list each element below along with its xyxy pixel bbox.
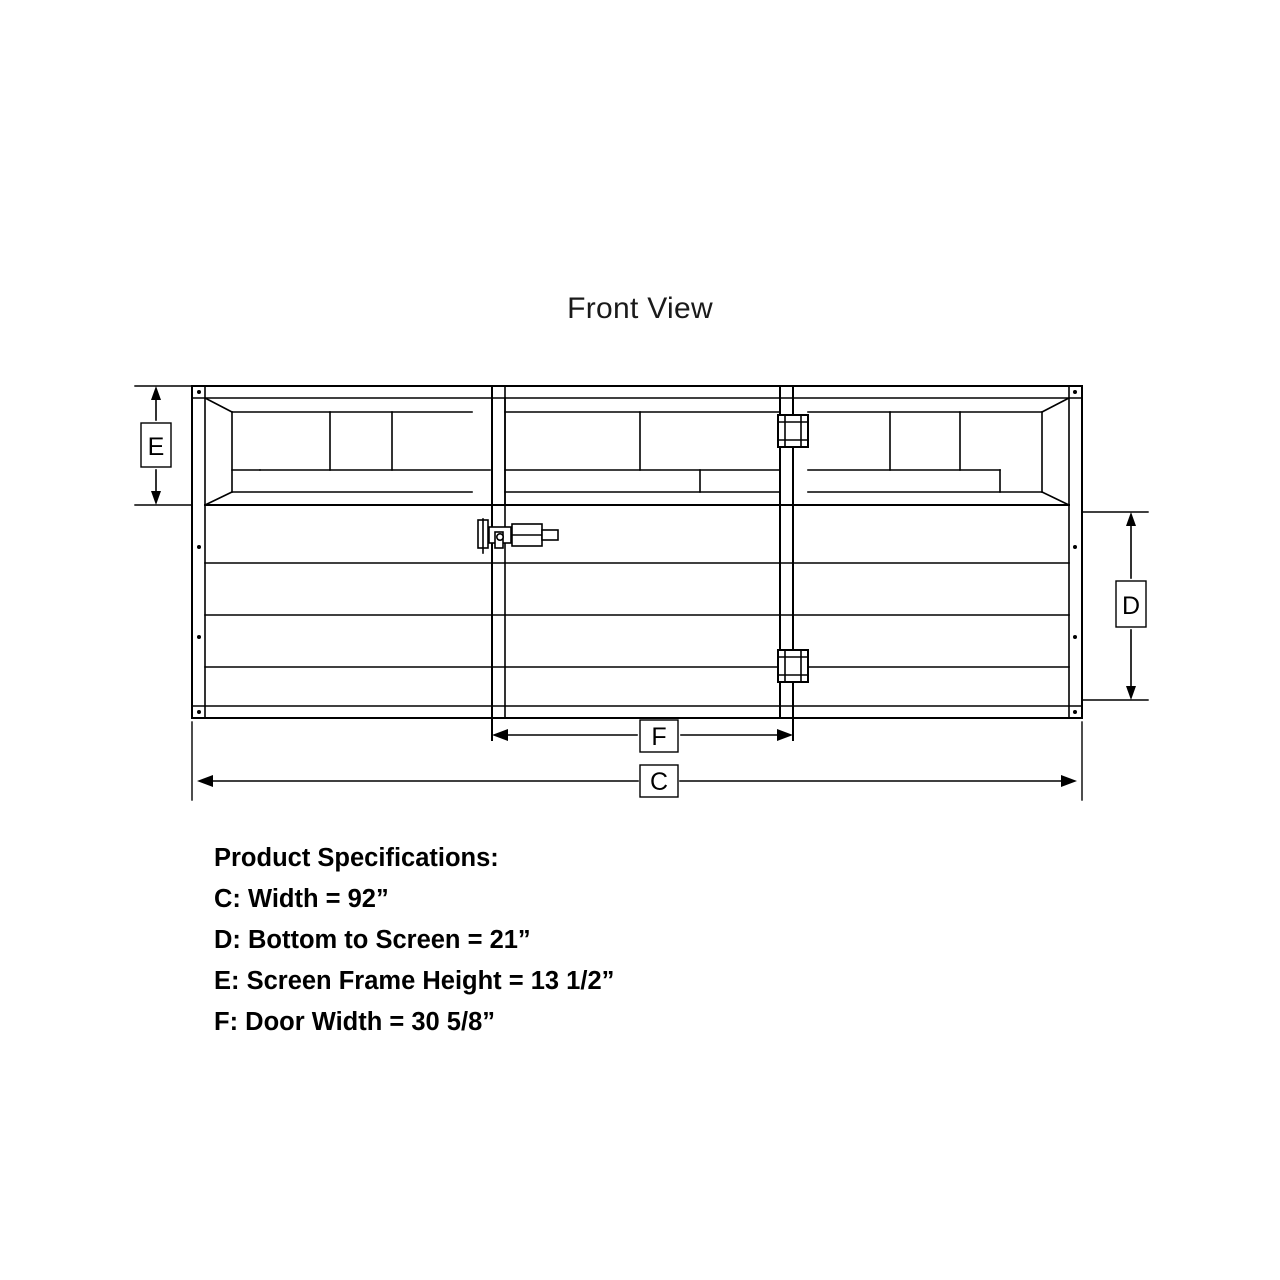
dimension-c [192,722,1082,800]
dimension-label-e: E [147,433,165,461]
spec-line-c: C: Width = 92” [214,885,389,913]
dimension-label-d: D [1121,592,1141,620]
spec-line-d: D: Bottom to Screen = 21” [214,926,531,954]
specs-heading: Product Specifications: [214,844,499,872]
spec-line-e: E: Screen Frame Height = 13 1/2” [214,967,615,995]
cabinet-outline [192,386,1082,718]
spec-line-f: F: Door Width = 30 5/8” [214,1008,496,1036]
product-specifications [214,838,614,1043]
page-title: Front View [567,292,713,325]
dimension-label-c: C [649,768,669,796]
dimension-f [492,720,793,752]
dimension-label-f: F [651,723,667,751]
